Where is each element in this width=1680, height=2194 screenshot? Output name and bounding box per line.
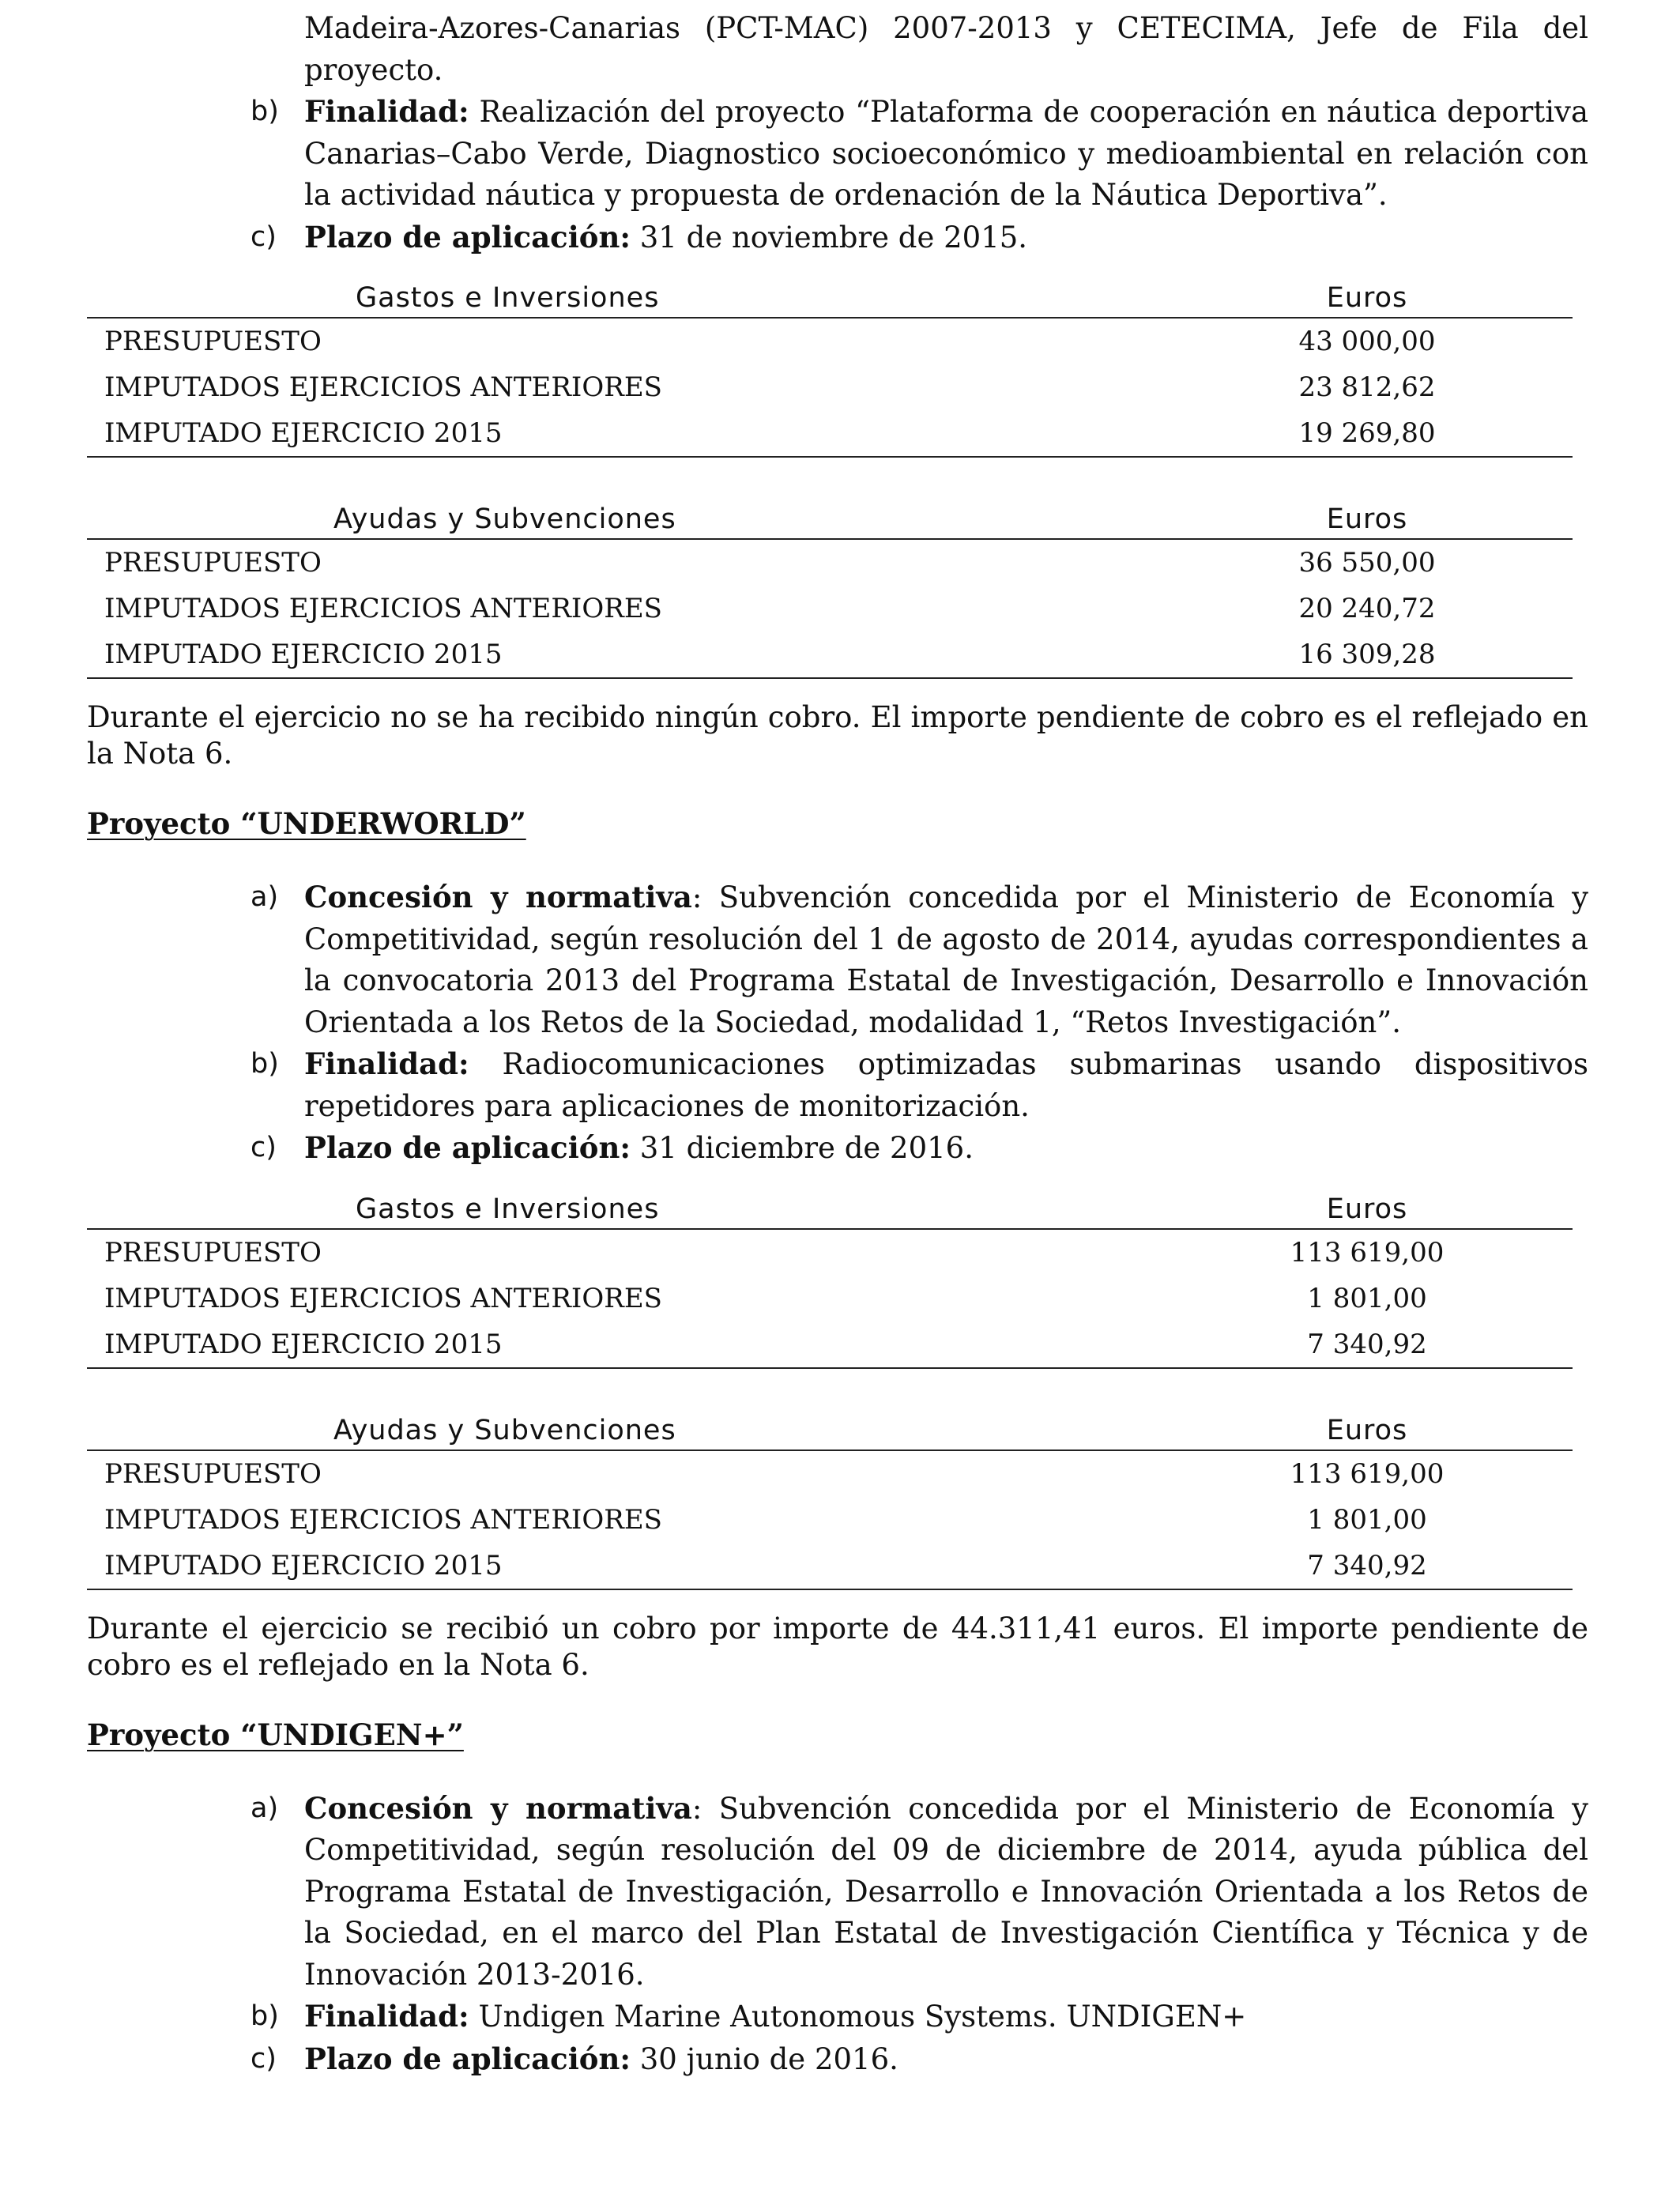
row-amount: 113 619,00	[1290, 1236, 1445, 1269]
table-row	[87, 631, 1573, 678]
prev-note-paragraph: Durante el ejercicio no se ha recibido ningún cobro. El importe pendiente de cobro es el reflejado en la Nota 6.	[87, 700, 1588, 771]
item-text: Madeira-Azores-Canarias (PCT-MAC) 2007-2013 y CETECIMA, Jefe de Fila del proyecto.	[304, 11, 1588, 87]
item-label: Plazo de aplicación:	[304, 219, 631, 254]
item-marker: a)	[250, 1792, 279, 1824]
table-row	[87, 1497, 1573, 1543]
row-label: PRESUPUESTO	[104, 326, 322, 357]
list-item-a	[250, 876, 1588, 1043]
prev-ayudas-table	[87, 496, 1573, 679]
item-text: Radiocomunicaciones optimizadas submarinas usando dispositivos repetidores para aplicaciones de monitorización.	[304, 1047, 1588, 1123]
item-text: : Subvención concedida por el Ministerio de Economía y Competitividad, según resolución del 09 de diciembre de 2014, ayuda pública del Programa Estatal de Investigación, Desarrollo e Innovación Orientada a los Retos de la Sociedad, en el marco del Plan Estatal de Investigación Científica y Técnica y de Innovación 2013-2016.	[304, 1791, 1588, 1992]
list-item-c	[250, 217, 1588, 259]
list-item-a	[250, 1788, 1588, 1996]
item-marker: c)	[250, 1132, 277, 1163]
item-label: Finalidad:	[304, 94, 469, 129]
row-label: PRESUPUESTO	[104, 547, 322, 579]
undigen-list	[250, 1788, 1588, 2081]
table-row	[87, 318, 1573, 364]
undigen-heading: Proyecto “UNDIGEN+”	[87, 1717, 464, 1752]
item-text: 31 de noviembre de 2015.	[631, 220, 1028, 254]
column-header: Euros	[1177, 1186, 1573, 1229]
column-header: Euros	[1177, 274, 1573, 318]
table-row	[87, 1276, 1573, 1321]
row-label: PRESUPUESTO	[104, 1457, 322, 1490]
prev-project-list	[250, 8, 1588, 258]
underworld-ayudas-table	[87, 1407, 1573, 1590]
table-row	[87, 1321, 1573, 1368]
underworld-heading: Proyecto “UNDERWORLD”	[87, 806, 526, 841]
item-label: Finalidad:	[304, 1999, 469, 2034]
item-label: Concesión y normativa	[304, 1790, 692, 1826]
row-label: IMPUTADO EJERCICIO 2015	[87, 631, 1177, 678]
row-label: IMPUTADOS EJERCICIOS ANTERIORES	[104, 593, 662, 624]
row-amount: 16 309,28	[1177, 631, 1573, 678]
table-row	[87, 1543, 1573, 1589]
row-amount: 7 340,92	[1177, 1543, 1573, 1589]
list-item-c	[250, 1127, 1588, 1170]
row-amount: 36 550,00	[1298, 547, 1436, 579]
column-header: Gastos e Inversiones	[87, 274, 1177, 318]
column-header: Euros	[1177, 496, 1573, 539]
row-label: IMPUTADOS EJERCICIOS ANTERIORES	[104, 371, 662, 403]
row-amount: 20 240,72	[1298, 593, 1436, 624]
item-marker: c)	[250, 221, 277, 253]
row-label: IMPUTADOS EJERCICIOS ANTERIORES	[104, 1503, 662, 1536]
row-amount: 19 269,80	[1177, 410, 1573, 457]
row-label: IMPUTADO EJERCICIO 2015	[87, 410, 1177, 457]
table-row	[87, 1450, 1573, 1497]
item-text: 30 junio de 2016.	[631, 2041, 898, 2076]
document-page	[87, 0, 1588, 2080]
column-header: Ayudas y Subvenciones	[87, 496, 1177, 539]
list-item-c	[250, 2038, 1588, 2081]
list-item-b	[250, 1043, 1588, 1127]
table-row	[87, 410, 1573, 457]
underworld-list	[250, 876, 1588, 1170]
row-amount: 43 000,00	[1298, 326, 1436, 357]
item-text: : Subvención concedida por el Ministerio de Economía y Competitividad, según resolución del 1 de agosto de 2014, ayudas correspondientes a la convocatoria 2013 del Programa Estatal de Investigación, Desarrollo e Innovación Orientada a los Retos de la Sociedad, modalidad 1, “Retos Investigación”.	[304, 880, 1588, 1039]
list-item-a-continuation	[304, 8, 1588, 91]
item-label: Finalidad:	[304, 1046, 469, 1081]
list-item-b	[250, 91, 1588, 217]
underworld-gastos-table	[87, 1186, 1573, 1369]
item-label: Concesión y normativa	[304, 880, 692, 914]
item-label: Plazo de aplicación:	[304, 1130, 631, 1165]
row-label: IMPUTADO EJERCICIO 2015	[87, 1543, 1177, 1589]
row-amount: 113 619,00	[1290, 1457, 1445, 1490]
item-marker: b)	[250, 96, 279, 127]
row-amount: 23 812,62	[1298, 371, 1436, 403]
row-amount: 1 801,00	[1307, 1282, 1427, 1314]
item-text: 31 diciembre de 2016.	[631, 1131, 974, 1165]
prev-gastos-table	[87, 274, 1573, 458]
row-amount: 7 340,92	[1177, 1321, 1573, 1368]
table-row	[87, 586, 1573, 631]
item-text: Undigen Marine Autonomous Systems. UNDIGEN+	[469, 2000, 1247, 2034]
item-text: Realización del proyecto “Plataforma de cooperación en náutica deportiva Canarias–Cabo Verde, Diagnostico socioeconómico y medioambiental en relación con la actividad náutica y propuesta de ordenación de la Náutica Deportiva”.	[304, 95, 1588, 212]
table-row	[87, 364, 1573, 410]
item-marker: a)	[250, 881, 279, 913]
list-item-b	[250, 1996, 1588, 2038]
table-row	[87, 539, 1573, 586]
row-label: PRESUPUESTO	[104, 1236, 322, 1269]
item-marker: b)	[250, 1048, 279, 1080]
column-header: Gastos e Inversiones	[87, 1186, 1177, 1229]
column-header: Ayudas y Subvenciones	[87, 1407, 1177, 1450]
column-header: Euros	[1177, 1407, 1573, 1450]
item-marker: c)	[250, 2042, 277, 2075]
row-label: IMPUTADO EJERCICIO 2015	[87, 1321, 1177, 1368]
underworld-note-paragraph: Durante el ejercicio se recibió un cobro por importe de 44.311,41 euros. El importe pendiente de cobro es el reflejado en la Nota 6.	[87, 1611, 1588, 1682]
item-label: Plazo de aplicación:	[304, 2041, 631, 2076]
item-marker: b)	[250, 2000, 279, 2032]
table-row	[87, 1229, 1573, 1276]
row-label: IMPUTADOS EJERCICIOS ANTERIORES	[104, 1282, 662, 1314]
row-amount: 1 801,00	[1307, 1503, 1427, 1536]
